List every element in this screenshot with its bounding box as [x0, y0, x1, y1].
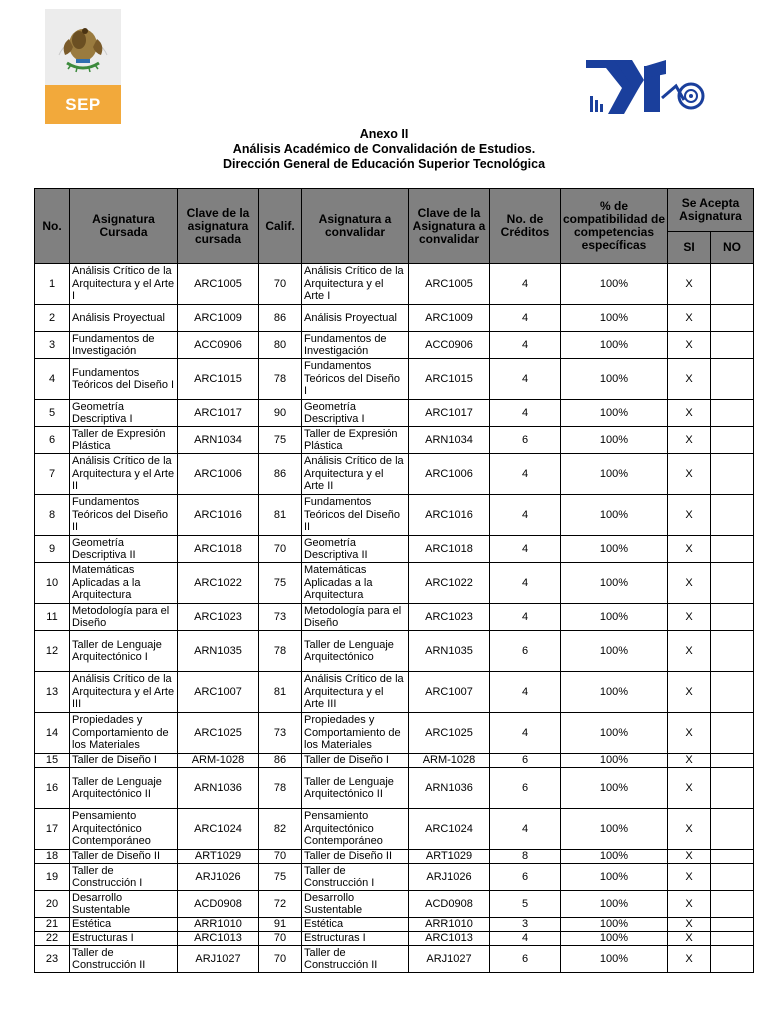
cell-asignatura-convalidar: Análisis Crítico de la Arquitectura y el Arte II: [302, 454, 409, 495]
cell-asignatura-cursada: Geometría Descriptiva I: [70, 400, 178, 427]
cell-asignatura-cursada: Taller de Lenguaje Arquitectónico I: [70, 631, 178, 672]
sep-logo-text: SEP: [65, 94, 101, 114]
cell-clave-convalidar: ARC1025: [409, 713, 490, 754]
cell-asignatura-cursada: Análisis Crítico de la Arquitectura y el Arte I: [70, 264, 178, 305]
cell-creditos: 4: [490, 305, 561, 332]
cell-asignatura-convalidar: Matemáticas Aplicadas a la Arquitectura: [302, 563, 409, 604]
convalidation-table: [34, 188, 754, 973]
header-asignatura-convalidar: Asignatura a convalidar: [302, 189, 409, 264]
cell-no: 3: [35, 332, 70, 359]
cell-no: 19: [35, 864, 70, 891]
cell-si: X: [668, 563, 711, 604]
header-si: SI: [668, 232, 711, 264]
cell-no: [711, 264, 754, 305]
table-row: [35, 604, 754, 631]
document-title-block: [0, 127, 768, 172]
cell-compatibilidad: 100%: [561, 427, 668, 454]
cell-si: X: [668, 604, 711, 631]
cell-compatibilidad: 100%: [561, 563, 668, 604]
table-row: [35, 918, 754, 932]
cell-no: [711, 536, 754, 563]
cell-creditos: 4: [490, 332, 561, 359]
cell-no: [711, 427, 754, 454]
cell-compatibilidad: 100%: [561, 604, 668, 631]
cell-clave-convalidar: ACD0908: [409, 891, 490, 918]
cell-clave-convalidar: ARC1009: [409, 305, 490, 332]
cell-asignatura-convalidar: Taller de Lenguaje Arquitectónico: [302, 631, 409, 672]
cell-asignatura-cursada: Propiedades y Comportamiento de los Materiales: [70, 713, 178, 754]
cell-si: X: [668, 946, 711, 973]
cell-clave-convalidar: ARC1006: [409, 454, 490, 495]
table-row: [35, 400, 754, 427]
cell-clave-cursada: ARC1013: [178, 932, 259, 946]
cell-clave-cursada: ARM-1028: [178, 754, 259, 768]
table-row: [35, 850, 754, 864]
cell-asignatura-convalidar: Estructuras I: [302, 932, 409, 946]
cell-creditos: 6: [490, 427, 561, 454]
cell-clave-cursada: ARN1036: [178, 768, 259, 809]
table-row: [35, 332, 754, 359]
cell-no: 16: [35, 768, 70, 809]
cell-asignatura-convalidar: Geometría Descriptiva I: [302, 400, 409, 427]
cell-asignatura-cursada: Taller de Construcción I: [70, 864, 178, 891]
cell-clave-convalidar: ARC1015: [409, 359, 490, 400]
cell-calif: 75: [259, 864, 302, 891]
cell-asignatura-convalidar: Metodología para el Diseño: [302, 604, 409, 631]
cell-asignatura-cursada: Taller de Diseño I: [70, 754, 178, 768]
cell-no: 10: [35, 563, 70, 604]
table-row: [35, 631, 754, 672]
cell-no: 9: [35, 536, 70, 563]
cell-compatibilidad: 100%: [561, 932, 668, 946]
cell-calif: 70: [259, 850, 302, 864]
table-row: [35, 563, 754, 604]
table-row: [35, 359, 754, 400]
cell-clave-convalidar: ARJ1026: [409, 864, 490, 891]
cell-si: X: [668, 495, 711, 536]
cell-calif: 70: [259, 946, 302, 973]
cell-asignatura-convalidar: Análisis Proyectual: [302, 305, 409, 332]
cell-clave-cursada: ARC1022: [178, 563, 259, 604]
cell-compatibilidad: 100%: [561, 672, 668, 713]
cell-calif: 81: [259, 672, 302, 713]
cell-calif: 91: [259, 918, 302, 932]
table-row: [35, 809, 754, 850]
cell-compatibilidad: 100%: [561, 768, 668, 809]
cell-clave-cursada: ARC1025: [178, 713, 259, 754]
cell-asignatura-cursada: Análisis Crítico de la Arquitectura y el Arte II: [70, 454, 178, 495]
cell-compatibilidad: 100%: [561, 918, 668, 932]
table-row: [35, 713, 754, 754]
cell-clave-convalidar: ARN1034: [409, 427, 490, 454]
document-subtitle-1: Análisis Académico de Convalidación de Estudios.: [232, 142, 536, 156]
cell-creditos: 4: [490, 359, 561, 400]
cell-calif: 86: [259, 305, 302, 332]
cell-no: 11: [35, 604, 70, 631]
cell-compatibilidad: 100%: [561, 850, 668, 864]
cell-clave-cursada: ARJ1026: [178, 864, 259, 891]
cell-no: 20: [35, 891, 70, 918]
cell-asignatura-convalidar: Taller de Lenguaje Arquitectónico II: [302, 768, 409, 809]
table-row: [35, 768, 754, 809]
header-clave-cursada: Clave de la asignatura cursada: [178, 189, 259, 264]
cell-asignatura-convalidar: Fundamentos Teóricos del Diseño I: [302, 359, 409, 400]
cell-asignatura-cursada: Taller de Diseño II: [70, 850, 178, 864]
cell-clave-cursada: ARC1006: [178, 454, 259, 495]
document-title: Anexo II: [359, 127, 409, 141]
table-row: [35, 932, 754, 946]
cell-creditos: 4: [490, 672, 561, 713]
cell-no: 17: [35, 809, 70, 850]
cell-no: [711, 946, 754, 973]
cell-calif: 78: [259, 768, 302, 809]
cell-no: [711, 864, 754, 891]
cell-asignatura-convalidar: Taller de Diseño II: [302, 850, 409, 864]
table-row: [35, 891, 754, 918]
cell-creditos: 4: [490, 563, 561, 604]
cell-no: [711, 850, 754, 864]
cell-no: 14: [35, 713, 70, 754]
cell-si: X: [668, 264, 711, 305]
cell-no: 23: [35, 946, 70, 973]
cell-creditos: 6: [490, 631, 561, 672]
cell-calif: 70: [259, 932, 302, 946]
cell-clave-cursada: ACD0908: [178, 891, 259, 918]
cell-asignatura-convalidar: Taller de Diseño I: [302, 754, 409, 768]
cell-no: [711, 891, 754, 918]
cell-asignatura-cursada: Estética: [70, 918, 178, 932]
cell-creditos: 8: [490, 850, 561, 864]
cell-clave-cursada: ARR1010: [178, 918, 259, 932]
cell-clave-convalidar: ARC1013: [409, 932, 490, 946]
cell-clave-cursada: ARC1023: [178, 604, 259, 631]
cell-asignatura-cursada: Pensamiento Arquitectónico Contemporáneo: [70, 809, 178, 850]
cell-asignatura-convalidar: Geometría Descriptiva II: [302, 536, 409, 563]
cell-creditos: 4: [490, 713, 561, 754]
cell-clave-cursada: ARC1007: [178, 672, 259, 713]
cell-calif: 86: [259, 454, 302, 495]
table-row: [35, 305, 754, 332]
cell-asignatura-cursada: Análisis Crítico de la Arquitectura y el Arte III: [70, 672, 178, 713]
cell-si: X: [668, 454, 711, 495]
cell-no: [711, 918, 754, 932]
cell-si: X: [668, 864, 711, 891]
cell-clave-convalidar: ACC0906: [409, 332, 490, 359]
cell-calif: 78: [259, 631, 302, 672]
cell-si: X: [668, 754, 711, 768]
cell-no: [711, 932, 754, 946]
cell-calif: 72: [259, 891, 302, 918]
cell-no: [711, 563, 754, 604]
cell-creditos: 3: [490, 918, 561, 932]
cell-no: 18: [35, 850, 70, 864]
cell-asignatura-convalidar: Propiedades y Comportamiento de los Materiales: [302, 713, 409, 754]
cell-no: [711, 672, 754, 713]
cell-asignatura-cursada: Taller de Expresión Plástica: [70, 427, 178, 454]
table-row: [35, 495, 754, 536]
cell-no: 7: [35, 454, 70, 495]
cell-compatibilidad: 100%: [561, 264, 668, 305]
cell-si: X: [668, 918, 711, 932]
cell-no: [711, 305, 754, 332]
cell-compatibilidad: 100%: [561, 864, 668, 891]
cell-asignatura-cursada: Desarrollo Sustentable: [70, 891, 178, 918]
cell-calif: 75: [259, 563, 302, 604]
cell-no: 22: [35, 932, 70, 946]
header-se-acepta: Se Acepta Asignatura: [668, 189, 754, 232]
cell-compatibilidad: 100%: [561, 713, 668, 754]
cell-creditos: 5: [490, 891, 561, 918]
cell-asignatura-cursada: Fundamentos Teóricos del Diseño I: [70, 359, 178, 400]
cell-compatibilidad: 100%: [561, 359, 668, 400]
cell-creditos: 4: [490, 264, 561, 305]
cell-compatibilidad: 100%: [561, 631, 668, 672]
header-clave-convalidar: Clave de la Asignatura a convalidar: [409, 189, 490, 264]
cell-si: X: [668, 305, 711, 332]
cell-compatibilidad: 100%: [561, 754, 668, 768]
cell-no: [711, 768, 754, 809]
cell-asignatura-cursada: Metodología para el Diseño: [70, 604, 178, 631]
cell-si: X: [668, 809, 711, 850]
cell-compatibilidad: 100%: [561, 536, 668, 563]
cell-compatibilidad: 100%: [561, 400, 668, 427]
table-row: [35, 264, 754, 305]
cell-no: [711, 400, 754, 427]
cell-calif: 86: [259, 754, 302, 768]
cell-si: X: [668, 631, 711, 672]
header-no-col: NO: [711, 232, 754, 264]
cell-calif: 70: [259, 264, 302, 305]
cell-no: 15: [35, 754, 70, 768]
cell-clave-cursada: ARC1018: [178, 536, 259, 563]
cell-clave-convalidar: ARN1035: [409, 631, 490, 672]
cell-calif: 78: [259, 359, 302, 400]
cell-si: X: [668, 932, 711, 946]
cell-no: 6: [35, 427, 70, 454]
cell-no: 12: [35, 631, 70, 672]
cell-asignatura-cursada: Matemáticas Aplicadas a la Arquitectura: [70, 563, 178, 604]
cell-si: X: [668, 359, 711, 400]
cell-no: 2: [35, 305, 70, 332]
cell-creditos: 4: [490, 604, 561, 631]
table-row: [35, 536, 754, 563]
cell-clave-convalidar: ARC1017: [409, 400, 490, 427]
cell-no: [711, 754, 754, 768]
cell-calif: 73: [259, 713, 302, 754]
cell-si: X: [668, 427, 711, 454]
sep-logo: [45, 9, 121, 124]
cell-creditos: 4: [490, 400, 561, 427]
cell-clave-cursada: ARC1024: [178, 809, 259, 850]
cell-clave-cursada: ARJ1027: [178, 946, 259, 973]
cell-clave-cursada: ARC1016: [178, 495, 259, 536]
cell-calif: 80: [259, 332, 302, 359]
cell-calif: 81: [259, 495, 302, 536]
cell-asignatura-convalidar: Análisis Crítico de la Arquitectura y el Arte I: [302, 264, 409, 305]
cell-compatibilidad: 100%: [561, 495, 668, 536]
cell-creditos: 6: [490, 768, 561, 809]
cell-no: [711, 454, 754, 495]
cell-si: X: [668, 536, 711, 563]
document-subtitle-2: Dirección General de Educación Superior Tecnológica: [222, 157, 546, 171]
cell-creditos: 6: [490, 864, 561, 891]
cell-calif: 70: [259, 536, 302, 563]
cell-no: 4: [35, 359, 70, 400]
header-calif: Calif.: [259, 189, 302, 264]
cell-creditos: 4: [490, 932, 561, 946]
cell-clave-cursada: ARN1035: [178, 631, 259, 672]
mexico-coat-of-arms-icon: [45, 9, 121, 85]
cell-asignatura-convalidar: Desarrollo Sustentable: [302, 891, 409, 918]
cell-calif: 82: [259, 809, 302, 850]
cell-si: X: [668, 713, 711, 754]
table-row: [35, 864, 754, 891]
cell-creditos: 4: [490, 809, 561, 850]
cell-si: X: [668, 400, 711, 427]
cell-clave-convalidar: ARJ1027: [409, 946, 490, 973]
header-asignatura-cursada: Asignatura Cursada: [70, 189, 178, 264]
cell-no: 5: [35, 400, 70, 427]
cell-no: 21: [35, 918, 70, 932]
cell-no: [711, 359, 754, 400]
header-no: No.: [35, 189, 70, 264]
cell-no: [711, 495, 754, 536]
table-row: [35, 946, 754, 973]
cell-asignatura-convalidar: Fundamentos de Investigación: [302, 332, 409, 359]
header-creditos: No. de Créditos: [490, 189, 561, 264]
cell-compatibilidad: 100%: [561, 891, 668, 918]
cell-compatibilidad: 100%: [561, 454, 668, 495]
cell-clave-convalidar: ART1029: [409, 850, 490, 864]
table-body: [35, 264, 754, 973]
table-row: [35, 754, 754, 768]
cell-compatibilidad: 100%: [561, 809, 668, 850]
cell-no: [711, 631, 754, 672]
table-row: [35, 454, 754, 495]
cell-asignatura-convalidar: Taller de Construcción II: [302, 946, 409, 973]
cell-clave-convalidar: ARN1036: [409, 768, 490, 809]
cell-calif: 90: [259, 400, 302, 427]
cell-clave-convalidar: ARM-1028: [409, 754, 490, 768]
cell-no: 13: [35, 672, 70, 713]
cell-compatibilidad: 100%: [561, 332, 668, 359]
cell-asignatura-cursada: Estructuras I: [70, 932, 178, 946]
cell-no: 1: [35, 264, 70, 305]
cell-si: X: [668, 768, 711, 809]
cell-asignatura-convalidar: Taller de Construcción I: [302, 864, 409, 891]
cell-si: X: [668, 891, 711, 918]
cell-clave-cursada: ARC1009: [178, 305, 259, 332]
cell-creditos: 6: [490, 946, 561, 973]
cell-compatibilidad: 100%: [561, 305, 668, 332]
cell-creditos: 4: [490, 495, 561, 536]
table-row: [35, 427, 754, 454]
cell-asignatura-cursada: Taller de Lenguaje Arquitectónico II: [70, 768, 178, 809]
cell-asignatura-convalidar: Estética: [302, 918, 409, 932]
cell-si: X: [668, 850, 711, 864]
cell-clave-cursada: ARC1005: [178, 264, 259, 305]
cell-clave-convalidar: ARC1024: [409, 809, 490, 850]
cell-calif: 75: [259, 427, 302, 454]
cell-asignatura-convalidar: Fundamentos Teóricos del Diseño II: [302, 495, 409, 536]
cell-si: X: [668, 332, 711, 359]
cell-clave-convalidar: ARC1023: [409, 604, 490, 631]
cell-calif: 73: [259, 604, 302, 631]
table-row: [35, 672, 754, 713]
cell-clave-convalidar: ARC1022: [409, 563, 490, 604]
cell-no: [711, 604, 754, 631]
cell-clave-convalidar: ARC1005: [409, 264, 490, 305]
cell-clave-cursada: ART1029: [178, 850, 259, 864]
cell-creditos: 6: [490, 754, 561, 768]
cell-clave-cursada: ACC0906: [178, 332, 259, 359]
cell-clave-cursada: ARC1017: [178, 400, 259, 427]
cell-clave-convalidar: ARC1018: [409, 536, 490, 563]
cell-asignatura-convalidar: Taller de Expresión Plástica: [302, 427, 409, 454]
cell-si: X: [668, 672, 711, 713]
cell-no: [711, 713, 754, 754]
cell-clave-convalidar: ARR1010: [409, 918, 490, 932]
cell-compatibilidad: 100%: [561, 946, 668, 973]
cell-no: 8: [35, 495, 70, 536]
cell-clave-cursada: ARN1034: [178, 427, 259, 454]
cell-clave-convalidar: ARC1007: [409, 672, 490, 713]
cell-no: [711, 332, 754, 359]
institute-logo-icon: [584, 56, 714, 118]
cell-asignatura-cursada: Taller de Construcción II: [70, 946, 178, 973]
cell-asignatura-convalidar: Pensamiento Arquitectónico Contemporáneo: [302, 809, 409, 850]
cell-asignatura-cursada: Fundamentos de Investigación: [70, 332, 178, 359]
cell-clave-convalidar: ARC1016: [409, 495, 490, 536]
cell-no: [711, 809, 754, 850]
cell-asignatura-cursada: Geometría Descriptiva II: [70, 536, 178, 563]
cell-asignatura-cursada: Análisis Proyectual: [70, 305, 178, 332]
cell-creditos: 4: [490, 536, 561, 563]
cell-asignatura-convalidar: Análisis Crítico de la Arquitectura y el Arte III: [302, 672, 409, 713]
cell-clave-cursada: ARC1015: [178, 359, 259, 400]
cell-asignatura-cursada: Fundamentos Teóricos del Diseño II: [70, 495, 178, 536]
header-compatibilidad: % de compatibilidad de competencias específicas: [561, 189, 668, 264]
cell-creditos: 4: [490, 454, 561, 495]
